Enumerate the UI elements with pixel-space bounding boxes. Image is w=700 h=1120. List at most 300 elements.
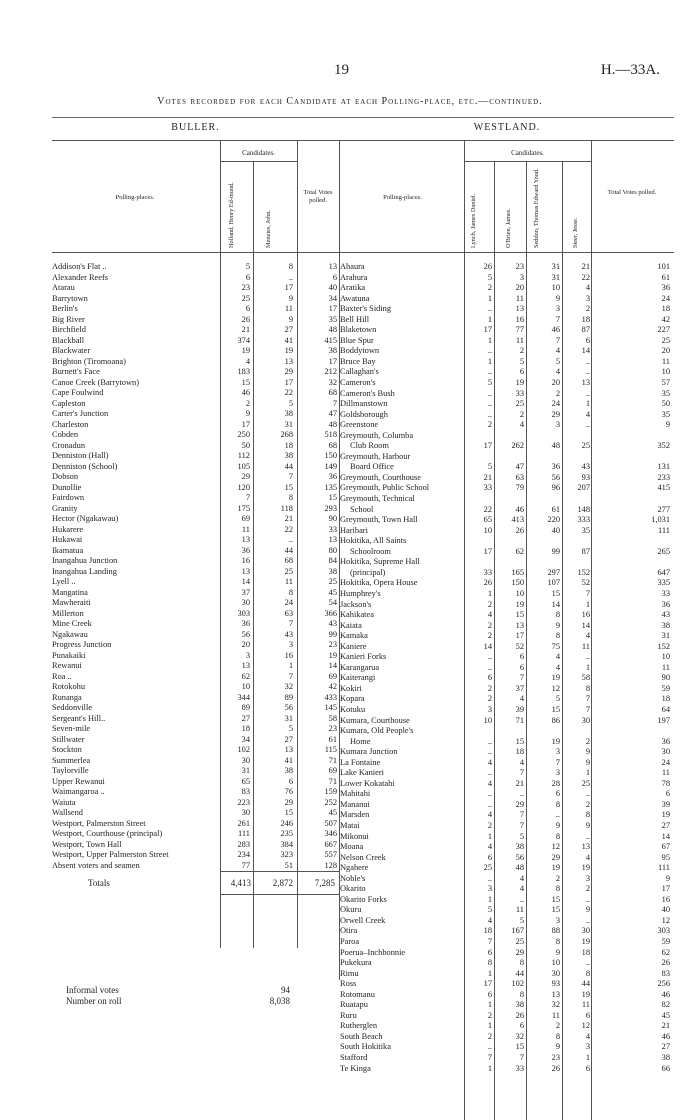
buller-cell: 45 bbox=[328, 808, 337, 817]
buller-row bbox=[52, 441, 339, 452]
westland-cell: 7 bbox=[487, 1053, 492, 1063]
buller-row bbox=[52, 409, 339, 420]
buller-cand-rule bbox=[220, 161, 297, 162]
buller-row bbox=[52, 787, 339, 798]
westland-row bbox=[340, 389, 674, 400]
buller-cell: 14 bbox=[328, 661, 337, 670]
westland-cell: 26 bbox=[515, 525, 524, 535]
buller-cell: 135 bbox=[324, 482, 337, 492]
buller-cell: 27 bbox=[284, 325, 293, 334]
westland-cand-steer: Steer, Jesse. bbox=[572, 217, 579, 248]
westland-cell: 83 bbox=[661, 968, 670, 978]
buller-total-header: Total Votes polled. bbox=[303, 189, 333, 204]
westland-cell: .. bbox=[585, 652, 590, 662]
westland-cell: 30 bbox=[581, 715, 590, 725]
buller-cell: 268 bbox=[280, 430, 293, 439]
buller-cell: 13 bbox=[241, 535, 250, 544]
buller-row bbox=[52, 619, 339, 630]
buller-row bbox=[52, 651, 339, 662]
westland-cell: 7 bbox=[519, 768, 524, 778]
buller-cell: 90 bbox=[328, 514, 337, 523]
buller-row bbox=[52, 672, 339, 683]
title-rule bbox=[52, 117, 674, 118]
westland-cell: 18 bbox=[515, 747, 524, 757]
westland-cell: 18 bbox=[581, 947, 590, 957]
buller-polling-place: Inangahua Junction bbox=[52, 556, 118, 565]
buller-polling-place: Waimangaroa .. bbox=[52, 787, 105, 796]
buller-cell: 36 bbox=[328, 472, 337, 481]
westland-cell: 35 bbox=[581, 525, 590, 535]
buller-cell: 35 bbox=[328, 314, 337, 324]
westland-polling-place: Greenstone bbox=[340, 420, 379, 430]
westland-polling-place: Kopara bbox=[340, 694, 365, 704]
westland-polling-place: Kumara Junction bbox=[340, 747, 398, 757]
westland-cell: .. bbox=[585, 789, 590, 799]
buller-polling-place: Burnett's Face bbox=[52, 367, 100, 376]
buller-cell: 366 bbox=[324, 608, 337, 618]
westland-row bbox=[340, 315, 674, 326]
westland-polling-place: Kumara, Old People's Home bbox=[340, 726, 414, 746]
buller-cell: 30 bbox=[241, 808, 250, 817]
westland-cell: 58 bbox=[581, 673, 590, 683]
buller-cell: 32 bbox=[328, 377, 337, 387]
westland-cell: .. bbox=[487, 304, 492, 314]
westland-cell: 8 bbox=[555, 937, 560, 946]
buller-cell: 26 bbox=[241, 314, 250, 324]
buller-cell: 17 bbox=[284, 377, 293, 387]
buller-cell: 56 bbox=[284, 703, 293, 712]
westland-cell: 3 bbox=[555, 915, 560, 925]
westland-cell: 29 bbox=[551, 409, 560, 419]
westland-cell: 8 bbox=[585, 968, 590, 978]
westland-row bbox=[340, 1011, 674, 1022]
westland-cell: 5 bbox=[487, 462, 492, 472]
westland-cell: 2 bbox=[555, 873, 560, 883]
westland-cell: 15 bbox=[515, 1042, 524, 1052]
westland-cell: 52 bbox=[515, 641, 524, 651]
westland-cand-obrien: O'Brien, James. bbox=[505, 208, 512, 248]
buller-cell: 31 bbox=[284, 713, 293, 723]
buller-cell: 9 bbox=[288, 314, 293, 324]
buller-cell: 374 bbox=[237, 335, 250, 345]
buller-row bbox=[52, 388, 339, 399]
westland-cell: 3 bbox=[487, 884, 492, 894]
westland-row bbox=[340, 557, 674, 578]
westland-polling-place: Kokiri bbox=[340, 683, 362, 693]
westland-polling-place: Noble's bbox=[340, 873, 366, 883]
buller-polling-place: Denniston (School) bbox=[52, 461, 118, 471]
buller-row bbox=[52, 714, 339, 725]
westland-cell: 38 bbox=[661, 1053, 670, 1063]
westland-row bbox=[340, 652, 674, 663]
westland-row bbox=[340, 810, 674, 821]
westland-row bbox=[340, 716, 674, 727]
westland-polling-place: Kumara, Courthouse bbox=[340, 715, 410, 725]
westland-polling-place: Lake Kanieri bbox=[340, 768, 384, 778]
westland-polling-place: Jackson's bbox=[340, 599, 372, 609]
westland-cell: 21 bbox=[515, 778, 524, 788]
westland-polling-place: Okarito Forks bbox=[340, 894, 387, 904]
buller-cell: 32 bbox=[284, 682, 293, 691]
buller-cell: 43 bbox=[328, 619, 337, 628]
westland-cell: 4 bbox=[585, 631, 590, 641]
buller-polling-place: Granity bbox=[52, 503, 78, 513]
westland-cell: 67 bbox=[661, 842, 670, 852]
westland-polling-place: Ruru bbox=[340, 1010, 357, 1020]
buller-header-top-rule bbox=[52, 140, 339, 141]
westland-cell: 7 bbox=[585, 704, 590, 714]
buller-row bbox=[52, 472, 339, 483]
westland-cell: 50 bbox=[661, 399, 670, 409]
westland-cell: 44 bbox=[515, 968, 524, 978]
buller-row bbox=[52, 283, 339, 294]
buller-cell: 38 bbox=[328, 566, 337, 576]
westland-cell: 24 bbox=[661, 757, 670, 767]
buller-row bbox=[52, 420, 339, 431]
westland-row bbox=[340, 600, 674, 611]
westland-cell: 25 bbox=[483, 863, 492, 873]
buller-polling-place: Mawheraiti bbox=[52, 598, 91, 607]
buller-cell: 36 bbox=[241, 619, 250, 628]
westland-cell: 18 bbox=[661, 304, 670, 314]
buller-polling-place: Cobden bbox=[52, 430, 79, 439]
westland-cell: 52 bbox=[581, 578, 590, 588]
westland-cell: 102 bbox=[511, 979, 524, 989]
buller-cell: 38 bbox=[284, 409, 293, 418]
westland-cell: 5 bbox=[487, 378, 492, 388]
westland-cell: 7 bbox=[519, 820, 524, 830]
westland-cell: 26 bbox=[483, 578, 492, 588]
buller-cell: 29 bbox=[284, 797, 293, 807]
westland-cell: 2 bbox=[487, 420, 492, 430]
westland-cell: 20 bbox=[661, 346, 670, 356]
westland-cell: 82 bbox=[661, 1000, 670, 1010]
westland-polling-place: Greymouth, Courthouse bbox=[340, 472, 421, 482]
westland-cell: .. bbox=[487, 873, 492, 883]
westland-row bbox=[340, 863, 674, 874]
westland-cell: 4 bbox=[487, 610, 492, 620]
westland-cell: 11 bbox=[551, 1010, 560, 1020]
westland-cell: 20 bbox=[515, 283, 524, 293]
westland-cell: 8 bbox=[555, 631, 560, 641]
buller-row bbox=[52, 378, 339, 389]
buller-cell: 415 bbox=[324, 335, 337, 345]
buller-row bbox=[52, 493, 339, 504]
westland-cell: 16 bbox=[515, 314, 524, 324]
westland-polling-place: Rotomanu bbox=[340, 989, 375, 999]
westland-cell: 21 bbox=[483, 472, 492, 482]
buller-cell: 13 bbox=[284, 745, 293, 754]
westland-cell: 6 bbox=[487, 947, 492, 957]
westland-cell: 48 bbox=[515, 863, 524, 873]
westland-polling-place: Blue Spur bbox=[340, 335, 374, 345]
westland-row bbox=[340, 937, 674, 948]
buller-cell: 17 bbox=[284, 283, 293, 292]
buller-row bbox=[52, 451, 339, 462]
westland-cell: 4 bbox=[487, 778, 492, 788]
westland-cell: 9 bbox=[555, 293, 560, 303]
westland-cell: 5 bbox=[519, 915, 524, 925]
westland-cell: 3 bbox=[585, 873, 590, 883]
buller-cell: 6 bbox=[245, 272, 250, 282]
westland-cell: .. bbox=[487, 346, 492, 356]
westland-cand-seddon: Seddon, Thomas Edward Youd. bbox=[533, 168, 540, 248]
buller-cell: 99 bbox=[328, 629, 337, 639]
westland-polling-place: Hokitika, All Saints Schoolroom bbox=[340, 536, 407, 556]
westland-cell: 31 bbox=[661, 631, 670, 641]
westland-cell: 38 bbox=[661, 620, 670, 630]
westland-cell: 19 bbox=[581, 863, 590, 873]
buller-cell: 118 bbox=[280, 503, 293, 513]
westland-row bbox=[340, 948, 674, 959]
westland-cell: 4 bbox=[555, 367, 560, 377]
buller-cell: 68 bbox=[328, 388, 337, 397]
buller-row bbox=[52, 661, 339, 672]
westland-cell: 4 bbox=[519, 873, 524, 883]
westland-cell: 33 bbox=[515, 1063, 524, 1073]
buller-polling-place: Wallsend bbox=[52, 808, 83, 817]
westland-cell: 2 bbox=[585, 799, 590, 809]
westland-cell: 47 bbox=[515, 462, 524, 472]
westland-cell: 256 bbox=[657, 979, 670, 989]
westland-row bbox=[340, 905, 674, 916]
buller-cell: 15 bbox=[328, 493, 337, 502]
buller-row bbox=[52, 483, 339, 494]
buller-row bbox=[52, 819, 339, 830]
westland-cell: 2 bbox=[585, 304, 590, 314]
westland-cell: 26 bbox=[515, 1010, 524, 1020]
westland-cell: 15 bbox=[551, 588, 560, 598]
buller-cell: 80 bbox=[328, 545, 337, 555]
westland-cell: 4 bbox=[487, 757, 492, 767]
westland-cell: 22 bbox=[581, 272, 590, 282]
westland-cell: 148 bbox=[577, 504, 590, 514]
westland-cell: 31 bbox=[551, 262, 560, 271]
informal-votes-value: 94 bbox=[281, 985, 290, 995]
westland-cell: 2 bbox=[555, 388, 560, 398]
westland-cell: 10 bbox=[515, 588, 524, 598]
westland-cell: 90 bbox=[661, 673, 670, 683]
buller-cell: 7 bbox=[288, 472, 293, 481]
buller-cell: 16 bbox=[284, 650, 293, 660]
westland-polling-place: Kanieri Forks bbox=[340, 652, 387, 662]
buller-cell: 22 bbox=[284, 388, 293, 397]
westland-cell: .. bbox=[585, 958, 590, 968]
westland-cell: .. bbox=[487, 367, 492, 377]
westland-cell: 37 bbox=[515, 683, 524, 693]
page-title: Votes recorded for each Candidate at each Polling-place, etc.—continued. bbox=[157, 96, 543, 107]
westland-cell: 33 bbox=[661, 588, 670, 598]
westland-row bbox=[340, 494, 674, 515]
westland-cell: 61 bbox=[551, 504, 560, 514]
westland-cell: 25 bbox=[515, 399, 524, 409]
buller-cell: 7 bbox=[288, 619, 293, 628]
westland-cell: 12 bbox=[581, 1021, 590, 1031]
westland-cell: 96 bbox=[551, 483, 560, 493]
westland-row bbox=[340, 483, 674, 494]
westland-cell: 25 bbox=[581, 441, 590, 451]
westland-cell: 62 bbox=[661, 947, 670, 957]
westland-cell: 3 bbox=[555, 304, 560, 314]
westland-cell: 8 bbox=[519, 958, 524, 968]
westland-cell: 10 bbox=[551, 283, 560, 293]
page-number: 19 bbox=[334, 62, 349, 78]
westland-cell: 86 bbox=[551, 715, 560, 725]
westland-cell: 207 bbox=[577, 483, 590, 493]
westland-polling-place: Baxter's Siding bbox=[340, 304, 392, 314]
buller-cell: 212 bbox=[324, 367, 337, 376]
buller-cell: 8 bbox=[288, 493, 293, 502]
westland-cell: 11 bbox=[581, 1000, 590, 1010]
westland-row bbox=[340, 473, 674, 484]
westland-cell: 13 bbox=[551, 989, 560, 999]
westland-row bbox=[340, 979, 674, 990]
westland-polling-place: Bell Hill bbox=[340, 314, 370, 324]
westland-cell: 99 bbox=[551, 546, 560, 556]
buller-polling-place: Hukarere bbox=[52, 524, 84, 534]
buller-cell: 89 bbox=[241, 703, 250, 712]
westland-cell: .. bbox=[487, 747, 492, 757]
westland-polling-place: Haribari bbox=[340, 525, 368, 535]
westland-cell: 11 bbox=[661, 768, 670, 778]
buller-cell: 17 bbox=[328, 304, 337, 313]
westland-candidates-header: Candidates. bbox=[511, 149, 544, 157]
westland-cell: 43 bbox=[661, 610, 670, 620]
westland-cell: 39 bbox=[661, 799, 670, 809]
westland-cell: .. bbox=[487, 652, 492, 662]
westland-cell: .. bbox=[585, 894, 590, 904]
buller-polling-place: Charleston bbox=[52, 419, 89, 429]
buller-cell: 89 bbox=[284, 692, 293, 702]
buller-cell: 234 bbox=[237, 850, 250, 859]
westland-polling-place: Goldsborough bbox=[340, 409, 388, 419]
buller-row bbox=[52, 556, 339, 567]
buller-polling-place: Birchfield bbox=[52, 325, 86, 334]
westland-polling-place: Poerua–Inchbonnie bbox=[340, 947, 406, 957]
westland-cell: 32 bbox=[515, 1031, 524, 1041]
buller-cell: 175 bbox=[237, 503, 250, 513]
westland-cell: 17 bbox=[515, 631, 524, 641]
westland-cell: 10 bbox=[551, 958, 560, 968]
westland-section-title: WESTLAND. bbox=[473, 122, 541, 133]
westland-cell: 8 bbox=[555, 884, 560, 894]
westland-polling-place: Mahitahi bbox=[340, 789, 371, 799]
westland-polling-place: Greymouth, Harbour Board Office bbox=[340, 451, 411, 472]
buller-cell: 25 bbox=[328, 577, 337, 586]
westland-polling-place: Mananui bbox=[340, 799, 370, 809]
westland-cell: 9 bbox=[585, 747, 590, 757]
buller-cell: 667 bbox=[324, 839, 337, 849]
westland-cell: 152 bbox=[657, 641, 670, 651]
buller-cell: 77 bbox=[241, 860, 250, 870]
westland-cell: 26 bbox=[483, 262, 492, 271]
buller-polling-place: Carter's Junction bbox=[52, 409, 109, 418]
buller-cell: 102 bbox=[237, 745, 250, 754]
buller-cell: 47 bbox=[328, 409, 337, 418]
buller-polling-place: Addison's Flat .. bbox=[52, 262, 107, 271]
westland-cell: 303 bbox=[657, 926, 670, 936]
westland-cell: 4 bbox=[585, 409, 590, 419]
buller-cell: 30 bbox=[241, 755, 250, 765]
westland-cell: 10 bbox=[661, 652, 670, 662]
buller-polling-place: Lyell .. bbox=[52, 577, 76, 586]
westland-polling-place: South Beach bbox=[340, 1031, 383, 1041]
buller-cell: 183 bbox=[237, 367, 250, 376]
westland-cell: .. bbox=[487, 736, 492, 746]
westland-cell: 35 bbox=[661, 409, 670, 419]
buller-cell: 34 bbox=[328, 293, 337, 303]
westland-polling-place: Kaiterangi bbox=[340, 673, 376, 683]
buller-polling-place: Hukawai bbox=[52, 535, 83, 544]
buller-cell: 19 bbox=[284, 346, 293, 355]
buller-cell: 15 bbox=[284, 808, 293, 817]
buller-cell: 111 bbox=[238, 829, 250, 838]
westland-cell: 33 bbox=[515, 388, 524, 398]
buller-polling-place: Stillwater bbox=[52, 734, 85, 744]
westland-cell: 1 bbox=[585, 1053, 590, 1063]
westland-cell: 25 bbox=[515, 937, 524, 946]
buller-cell: 8 bbox=[288, 587, 293, 597]
westland-polling-place: Okarito bbox=[340, 884, 366, 894]
westland-cell: 352 bbox=[657, 441, 670, 451]
buller-row bbox=[52, 567, 339, 578]
buller-cell: 41 bbox=[284, 335, 293, 345]
westland-cell: .. bbox=[585, 356, 590, 366]
westland-cell: 39 bbox=[515, 704, 524, 714]
westland-cell: 2 bbox=[487, 631, 492, 641]
westland-cell: 4 bbox=[519, 694, 524, 704]
westland-cell: .. bbox=[487, 388, 492, 398]
westland-header-top-rule bbox=[340, 140, 674, 141]
buller-row bbox=[52, 514, 339, 525]
buller-row bbox=[52, 724, 339, 735]
buller-row bbox=[52, 745, 339, 756]
westland-cell: 14 bbox=[661, 831, 670, 841]
westland-polling-place: Greymouth, Town Hall bbox=[340, 515, 418, 525]
westland-cell: 8 bbox=[555, 610, 560, 620]
buller-polling-place: Taylorville bbox=[52, 766, 89, 775]
westland-polling-place: Ross bbox=[340, 979, 357, 989]
buller-cell: 84 bbox=[328, 556, 337, 565]
westland-row bbox=[340, 758, 674, 769]
westland-cell: 12 bbox=[551, 683, 560, 693]
buller-cell: 31 bbox=[284, 419, 293, 429]
westland-cell: 4 bbox=[585, 852, 590, 862]
westland-polling-place: Blaketown bbox=[340, 325, 377, 335]
buller-cell: 518 bbox=[324, 430, 337, 439]
westland-cell: 6 bbox=[555, 789, 560, 799]
westland-cell: 9 bbox=[555, 947, 560, 957]
buller-cell: 48 bbox=[328, 419, 337, 429]
westland-row bbox=[340, 536, 674, 557]
westland-cell: 4 bbox=[585, 1031, 590, 1041]
buller-cell: .. bbox=[288, 535, 293, 544]
westland-polling-place: South Hokitika bbox=[340, 1042, 391, 1052]
westland-table bbox=[340, 262, 674, 1074]
buller-cell: 384 bbox=[280, 839, 293, 849]
buller-cell: 15 bbox=[284, 482, 293, 492]
westland-polling-place: Ahaura bbox=[340, 262, 365, 271]
westland-row bbox=[340, 283, 674, 294]
westland-cell: 19 bbox=[515, 599, 524, 609]
buller-cell: 31 bbox=[241, 766, 250, 775]
buller-polling-place: Westport, Courthouse (principal) bbox=[52, 829, 163, 838]
buller-cell: 46 bbox=[241, 388, 250, 397]
westland-cell: 2 bbox=[487, 283, 492, 293]
buller-cell: 76 bbox=[284, 787, 293, 796]
westland-cell: .. bbox=[487, 662, 492, 672]
westland-cell: 1 bbox=[487, 1021, 492, 1031]
